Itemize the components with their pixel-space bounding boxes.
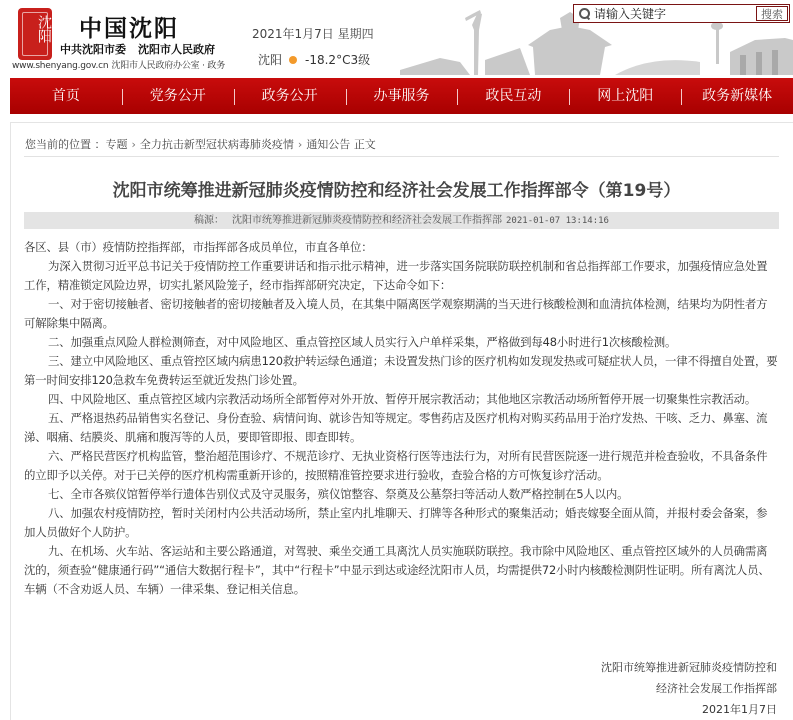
breadcrumb-prefix: 您当前的位置 ：	[25, 138, 106, 151]
article-body	[24, 238, 778, 599]
subtitle-gov: 沈阳市人民政府	[138, 43, 215, 56]
search-input[interactable]	[594, 7, 754, 21]
article-paragraph: 九、在机场、火车站、客运站和主要公路通道，对驾驶、乘坐交通工具离沈人员实施联防联控。我市除中风险地区、重点管控区域外的人员确需离沈的，须查验“健康通行码”“通信大数据行程卡”，其中“行程卡”中显示到达或途经沈阳市人员，均需提供72小时内核酸检测阴性证明。所有离沈人员、车辆（不含劝返人员、车辆）一律采集、登记相关信息。	[24, 544, 770, 596]
subtitle-party: 中共沈阳市委	[60, 43, 126, 56]
nav-item-new-media[interactable]: 政务新媒体	[681, 78, 793, 114]
search-button[interactable]: 搜索	[756, 6, 788, 21]
site-header	[0, 0, 793, 75]
weather-widget	[258, 51, 370, 68]
breadcrumb-topic[interactable]: 专题	[105, 138, 128, 151]
search-icon	[579, 8, 591, 20]
site-title[interactable]: 中国沈阳	[79, 16, 179, 42]
divider	[24, 156, 779, 157]
current-date: 2021年1月7日 星期四	[252, 27, 374, 41]
weather-city: 沈阳	[258, 53, 283, 67]
article-paragraph: 四、中风险地区、重点管控区域内宗教活动场所全部暂停对外开放、暂停开展宗教活动；其他地区宗教活动场所暂停开展一切聚集性宗教活动。	[48, 392, 757, 406]
nav-item-services[interactable]: 办事服务	[346, 78, 458, 114]
publish-time: 2021-01-07 13:14:16	[506, 216, 609, 226]
nav-item-interaction[interactable]: 政民互动	[457, 78, 569, 114]
search-box	[573, 4, 790, 23]
nav-item-online-shenyang[interactable]: 网上沈阳	[569, 78, 681, 114]
main-nav	[10, 78, 793, 114]
chevron-right-icon: ›	[297, 138, 303, 151]
article-paragraph: 七、全市各殡仪馆暂停举行遗体告别仪式及守灵服务，殡仪馆整容、祭奠及公墓祭扫等活动人数严格控制在5人以内。	[48, 487, 629, 501]
source-name: 沈阳市统筹推进新冠肺炎疫情防控和经济社会发展工作指挥部	[232, 215, 503, 226]
site-url: www.shenyang.gov.cn	[12, 61, 109, 71]
logo-seal[interactable]	[18, 8, 52, 60]
article-paragraph: 为深入贯彻习近平总书记关于疫情防控工作重要讲话和指示批示精神，进一步落实国务院联防联控机制和省总指挥部工作要求，加强疫情应急处置工作，精准锁定风险边界，切实扎紧风险笼子，经市指挥部研究决定，下达命令如下：	[24, 259, 768, 292]
signature-line-2: 经济社会发展工作指挥部	[656, 682, 777, 695]
article-paragraph: 六、严格民营医疗机构监管，整治超范围诊疗、不规范诊疗、无执业资格行医等违法行为，对所有民营医院逐一进行规范并检查验收，不具备条件的立即予以关停。对于已关停的医疗机构需重新开诊的，按照精准管控要求进行验收，查验合格的方可恢复诊疗活动。	[24, 449, 768, 482]
article-paragraph: 三、建立中风险地区、重点管控区域内病患120救护转运绿色通道；未设置发热门诊的医疗机构如发现发热或可疑症状人员，一律不得擅自处置，要第一时间安排120急救车免费转运至就近发热门诊处置。	[24, 354, 778, 387]
signature-line-1: 沈阳市统筹推进新冠肺炎疫情防控和	[601, 661, 777, 674]
article-paragraph: 二、加强重点风险人群检测筛查，对中风险地区、重点管控区域人员实行入户单样采集，严格做到每48小时进行1次核酸检测。	[48, 335, 677, 349]
breadcrumb-notices[interactable]: 通知公告	[306, 138, 351, 151]
breadcrumb-epidemic[interactable]: 全力抗击新型冠状病毒肺炎疫情	[139, 138, 294, 151]
weather-text: -18.2°C3级	[305, 53, 371, 67]
nav-item-gov-affairs[interactable]: 政务公开	[234, 78, 346, 114]
logo-glyph: 沈阳	[36, 15, 52, 43]
article-signature	[601, 657, 777, 720]
article-title: 沈阳市统筹推进新冠肺炎疫情防控和经济社会发展工作指挥部令（第19号）	[112, 181, 681, 201]
nav-item-home[interactable]: 首页	[51, 88, 80, 104]
article-source-bar	[24, 212, 779, 229]
article-paragraph: 八、加强农村疫情防控，暂时关闭村内公共活动场所，禁止室内扎堆聊天、打牌等各种形式的聚集活动；婚丧嫁娶全面从简，并报村委会备案，参加人员做好个人防护。	[24, 506, 768, 539]
article-paragraph: 一、对于密切接触者、密切接触者的密切接触者及入境人员，在其集中隔离医学观察期满的当天进行核酸检测和血清抗体检测，结果均为阴性者方可解除集中隔离。	[24, 297, 768, 330]
signature-date: 2021年1月7日	[702, 703, 777, 716]
sun-icon	[289, 56, 297, 64]
breadcrumb	[25, 136, 376, 152]
site-subtitle	[60, 41, 227, 57]
site-office: 沈阳市人民政府办公室 · 政务	[111, 61, 226, 71]
chevron-right-icon: ›	[131, 138, 136, 151]
breadcrumb-current: 正文	[353, 138, 376, 151]
source-label: 稿源：	[194, 215, 225, 226]
nav-item-party-affairs[interactable]: 党务公开	[122, 78, 234, 114]
article-paragraph: 五、严格退热药品销售实名登记、身份查验、病情问询、就诊告知等规定。零售药店及医疗机构对购买药品用于治疗发热、干咳、乏力、鼻塞、流涕、咽痛、结膜炎、肌痛和腹泻等的人员，要即管即报、即查即转。	[24, 411, 768, 444]
site-url-line	[12, 58, 225, 71]
salutation: 各区、县（市）疫情防控指挥部，市指挥部各成员单位，市直各单位：	[24, 240, 373, 254]
